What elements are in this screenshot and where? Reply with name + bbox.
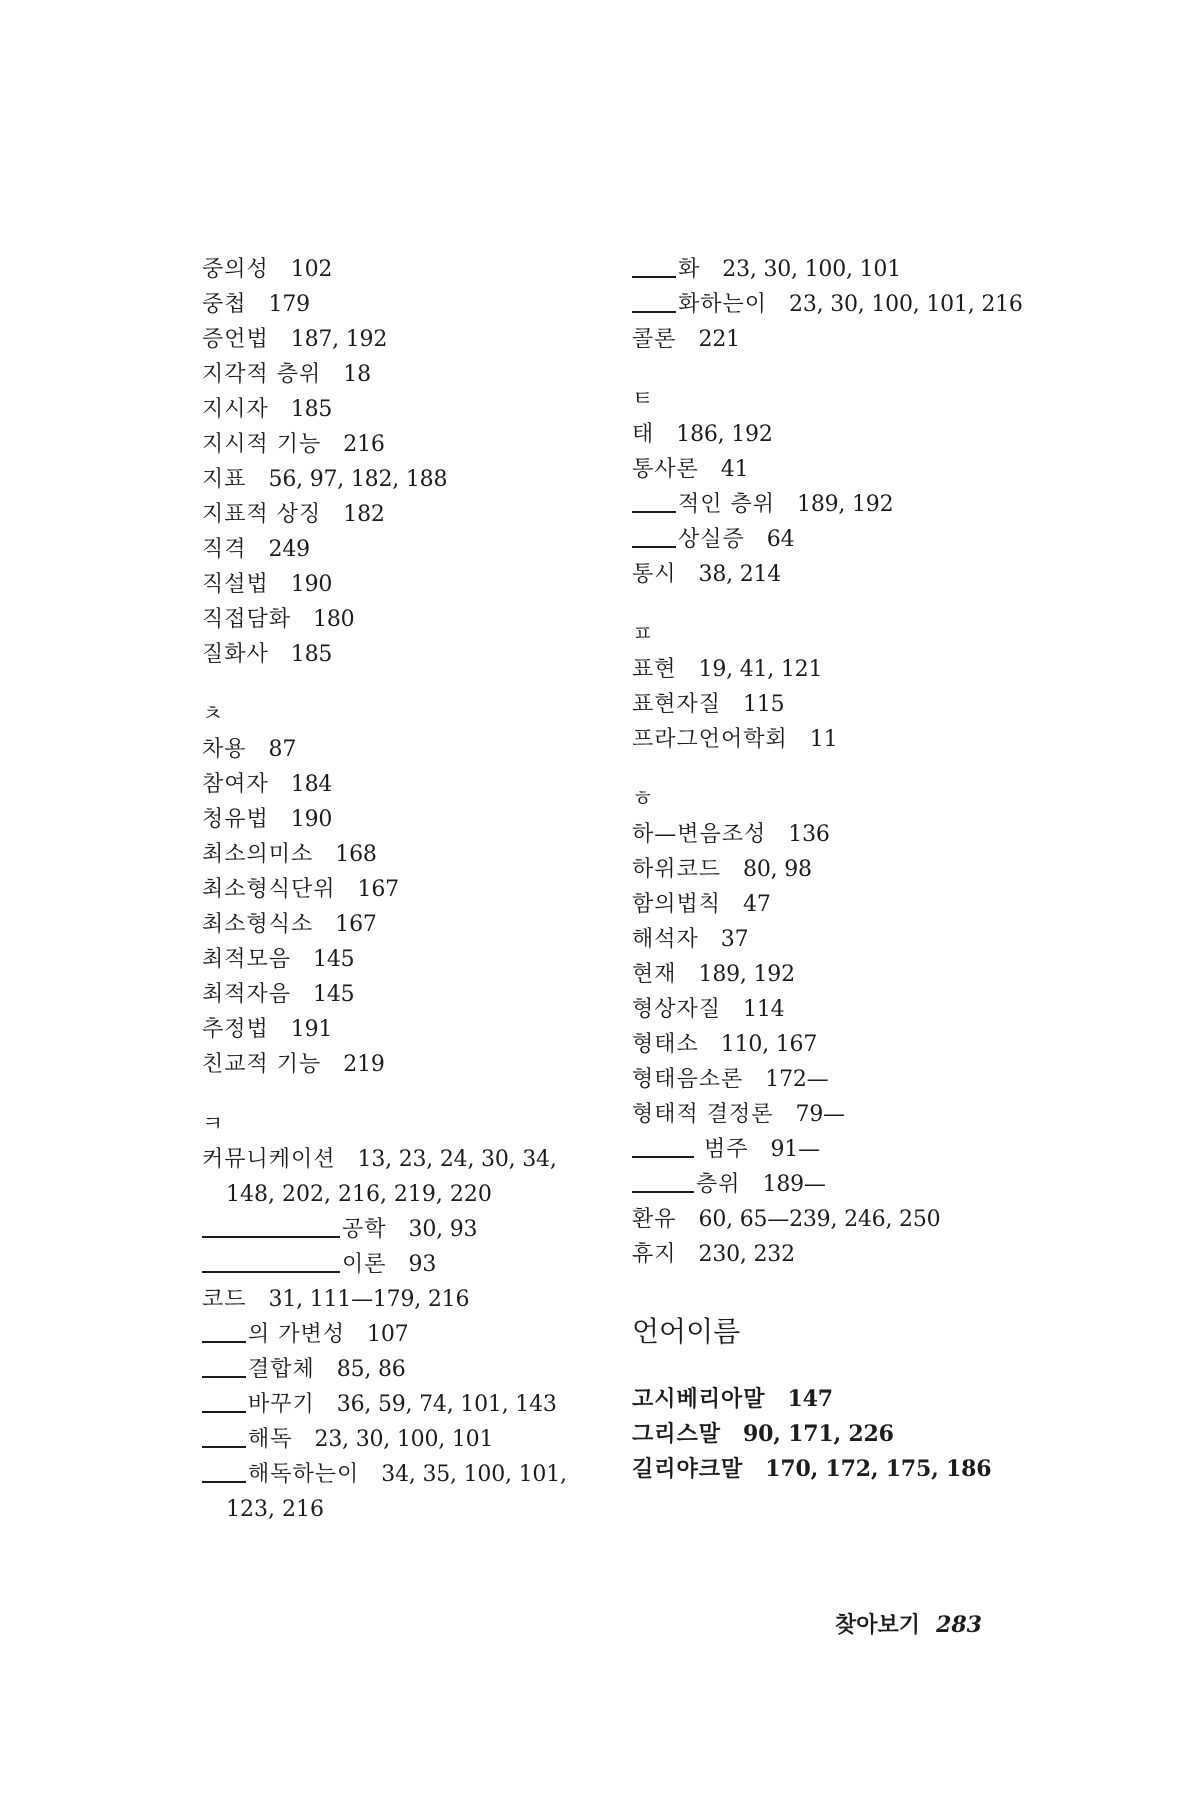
index-pages: 191 xyxy=(290,1017,333,1042)
index-section-heading: ㅋ xyxy=(202,1112,224,1137)
index-pages: 23, 30, 100, 101 xyxy=(722,257,901,282)
index-term: 그리스말 xyxy=(632,1421,722,1447)
index-entry xyxy=(632,1132,1032,1167)
index-entry xyxy=(202,567,592,602)
index-pages: 47 xyxy=(743,892,771,917)
index-term: 최소의미소 xyxy=(202,842,314,867)
index-term: 고시베리아말 xyxy=(632,1386,766,1412)
index-entry xyxy=(632,1097,1032,1132)
index-entry xyxy=(202,1387,592,1422)
repeat-dash xyxy=(632,545,676,548)
index-entry xyxy=(632,557,1032,592)
index-section-heading: ㅊ xyxy=(202,702,224,727)
index-term: 직접담화 xyxy=(202,607,292,632)
index-term: 직격 xyxy=(202,537,247,562)
index-pages: 110, 167 xyxy=(720,1032,818,1057)
index-pages: 18 xyxy=(343,362,371,387)
index-pages: 87 xyxy=(268,737,297,762)
index-pages: 115 xyxy=(743,692,785,717)
index-term: 형태음소론 xyxy=(632,1067,744,1092)
index-term: 공학 xyxy=(342,1217,387,1242)
index-pages: 60, 65—239, 246, 250 xyxy=(698,1207,941,1232)
index-entry xyxy=(632,1382,1032,1417)
index-entry xyxy=(202,872,592,907)
index-term: 질화사 xyxy=(202,642,269,667)
index-term: 현재 xyxy=(632,962,677,987)
index-entry xyxy=(202,907,592,942)
index-entry xyxy=(632,992,1032,1027)
index-pages: 41 xyxy=(720,457,749,482)
repeat-dash xyxy=(632,275,676,278)
index-entry xyxy=(632,417,1032,452)
index-term: 휴지 xyxy=(632,1242,677,1267)
index-entry xyxy=(202,1012,592,1047)
index-term: 화하는이 xyxy=(678,292,768,317)
index-entry xyxy=(632,957,1032,992)
repeat-dash xyxy=(632,1155,694,1158)
index-entry xyxy=(202,1047,592,1082)
index-pages: 167 xyxy=(357,877,399,902)
index-term: 중첩 xyxy=(202,292,247,317)
index-pages: 170, 172, 175, 186 xyxy=(765,1456,992,1482)
index-entry xyxy=(632,887,1032,922)
index-pages: 11 xyxy=(809,727,838,752)
index-term: 하위코드 xyxy=(632,857,722,882)
index-term: 지표 xyxy=(202,467,247,492)
index-pages: 187, 192 xyxy=(290,327,388,352)
index-pages: 185 xyxy=(290,397,333,422)
repeat-dash xyxy=(202,1445,246,1448)
index-term: 범주 xyxy=(696,1137,749,1162)
index-pages: 31, 111—179, 216 xyxy=(268,1287,470,1312)
index-entry xyxy=(632,722,1032,757)
index-term: 적인 층위 xyxy=(678,492,776,517)
index-entry xyxy=(202,322,592,357)
index-pages: 13, 23, 24, 30, 34, xyxy=(357,1147,557,1172)
index-pages: 168 xyxy=(335,842,377,867)
index-entry xyxy=(202,802,592,837)
index-term: 친교적 기능 xyxy=(202,1052,322,1077)
index-entry xyxy=(632,1062,1032,1097)
index-pages: 189— xyxy=(762,1172,826,1197)
index-term: 지각적 층위 xyxy=(202,362,322,387)
index-pages: 136 xyxy=(788,822,830,847)
index-pages: 91— xyxy=(770,1137,820,1162)
index-section-heading: ㅎ xyxy=(632,787,654,812)
index-term: 지시자 xyxy=(202,397,269,422)
index-entry xyxy=(202,532,592,567)
index-term: 층위 xyxy=(696,1172,741,1197)
footer-label: 찾아보기 xyxy=(835,1612,921,1638)
index-entry xyxy=(202,1317,592,1352)
index-pages: 219 xyxy=(343,1052,385,1077)
index-entry xyxy=(202,1212,592,1247)
repeat-dash xyxy=(202,1410,246,1413)
index-section-heading: ㅌ xyxy=(632,387,654,412)
index-entry xyxy=(632,487,1032,522)
index-term: 통시 xyxy=(632,562,677,587)
index-term: 청유법 xyxy=(202,807,269,832)
index-entry xyxy=(202,837,592,872)
index-pages: 23, 30, 100, 101 xyxy=(314,1427,494,1452)
index-pages: 186, 192 xyxy=(676,422,773,447)
index-pages: 190 xyxy=(290,807,333,832)
index-term: 지표적 상징 xyxy=(202,502,322,527)
index-term: 최적모음 xyxy=(202,947,292,972)
index-term: 통사론 xyxy=(632,457,699,482)
page-number: 283 xyxy=(936,1612,982,1638)
index-term: 최소형식단위 xyxy=(202,877,336,902)
index-pages: 30, 93 xyxy=(408,1217,478,1242)
index-entry xyxy=(202,977,592,1012)
index-pages: 23, 30, 100, 101, 216 xyxy=(789,292,1023,317)
index-term: 해독 xyxy=(248,1427,293,1452)
index-term: 환유 xyxy=(632,1207,677,1232)
index-pages: 38, 214 xyxy=(698,562,782,587)
index-pages: 249 xyxy=(268,537,310,562)
index-term: 지시적 기능 xyxy=(202,432,322,457)
index-pages: 19, 41, 121 xyxy=(698,657,823,682)
index-entry xyxy=(632,652,1032,687)
index-term: 해독하는이 xyxy=(248,1462,360,1487)
index-term: 형상자질 xyxy=(632,997,722,1022)
index-entry xyxy=(202,462,592,497)
index-pages: 102 xyxy=(290,257,333,282)
index-entry xyxy=(202,732,592,767)
index-entry xyxy=(632,1452,1032,1487)
index-entry xyxy=(202,942,592,977)
index-term: 결합체 xyxy=(248,1357,315,1382)
index-term: 최소형식소 xyxy=(202,912,314,937)
index-term: 중의성 xyxy=(202,257,269,282)
index-term: 이론 xyxy=(342,1252,387,1277)
index-section-heading: ㅍ xyxy=(632,622,654,647)
index-term: 해석자 xyxy=(632,927,699,952)
index-entry xyxy=(632,852,1032,887)
index-right-column xyxy=(632,252,1032,1487)
index-entry xyxy=(202,637,592,672)
index-entry xyxy=(202,1352,592,1387)
index-pages: 79— xyxy=(795,1102,845,1127)
index-entry xyxy=(202,767,592,802)
repeat-dash xyxy=(632,1190,694,1193)
index-entry xyxy=(202,1282,592,1317)
repeat-dash xyxy=(202,1235,340,1238)
index-pages: 56, 97, 182, 188 xyxy=(268,467,448,492)
index-term: 표현자질 xyxy=(632,692,722,717)
index-entry xyxy=(632,452,1032,487)
index-term: 커뮤니케이션 xyxy=(202,1147,336,1172)
index-pages: 185 xyxy=(290,642,333,667)
repeat-dash xyxy=(632,510,676,513)
index-term: 바꾸기 xyxy=(248,1392,315,1417)
index-entry xyxy=(632,1202,1032,1237)
index-pages: 85, 86 xyxy=(336,1357,406,1382)
index-term: 프라그언어학회 xyxy=(632,727,788,752)
index-term: 코드 xyxy=(202,1287,247,1312)
index-entry xyxy=(632,1417,1032,1452)
index-entry xyxy=(632,922,1032,957)
index-pages: 190 xyxy=(290,572,333,597)
index-entry xyxy=(632,322,1032,357)
index-pages: 179 xyxy=(268,292,310,317)
index-term: 표현 xyxy=(632,657,677,682)
index-pages: 64 xyxy=(766,527,795,552)
index-pages: 145 xyxy=(313,982,355,1007)
index-term: 하—변음조성 xyxy=(632,822,767,847)
index-pages: 107 xyxy=(367,1322,409,1347)
index-pages: 189, 192 xyxy=(698,962,795,987)
index-entry xyxy=(202,602,592,637)
index-term: 직설법 xyxy=(202,572,269,597)
index-term: 증언법 xyxy=(202,327,269,352)
index-entry xyxy=(202,252,592,287)
index-pages: 184 xyxy=(290,772,333,797)
index-term: 형태소 xyxy=(632,1032,699,1057)
index-entry xyxy=(632,1167,1032,1202)
index-pages: 145 xyxy=(313,947,355,972)
page-footer xyxy=(835,1608,982,1639)
index-entry xyxy=(632,287,1032,322)
index-entry xyxy=(202,392,592,427)
repeat-dash xyxy=(202,1270,340,1273)
index-term: 차용 xyxy=(202,737,247,762)
index-pages: 80, 98 xyxy=(743,857,812,882)
index-term: 길리야크말 xyxy=(632,1456,744,1482)
index-term: 콜론 xyxy=(632,327,677,352)
repeat-dash xyxy=(202,1375,246,1378)
index-pages: 221 xyxy=(698,327,740,352)
index-entry xyxy=(202,497,592,532)
index-term: 추정법 xyxy=(202,1017,269,1042)
index-term: 형태적 결정론 xyxy=(632,1102,774,1127)
index-pages: 216 xyxy=(343,432,385,457)
index-pages: 167 xyxy=(335,912,377,937)
index-pages-continued: 148, 202, 216, 219, 220 xyxy=(226,1182,492,1207)
index-pages: 114 xyxy=(743,997,785,1022)
index-entry xyxy=(202,1422,592,1457)
index-pages: 36, 59, 74, 101, 143 xyxy=(336,1392,557,1417)
index-entry xyxy=(202,1247,592,1282)
index-term: 함의법칙 xyxy=(632,892,722,917)
index-pages: 180 xyxy=(313,607,355,632)
index-entry xyxy=(202,1457,592,1492)
index-term: 태 xyxy=(632,422,655,447)
index-left-column xyxy=(202,252,592,1527)
index-entry xyxy=(202,287,592,322)
repeat-dash xyxy=(632,310,676,313)
index-entry xyxy=(632,522,1032,557)
index-pages: 37 xyxy=(720,927,749,952)
repeat-dash xyxy=(202,1480,246,1483)
repeat-dash xyxy=(202,1340,246,1343)
index-pages: 93 xyxy=(408,1252,437,1277)
index-entry xyxy=(632,1237,1032,1272)
index-pages: 182 xyxy=(343,502,385,527)
index-term: 참여자 xyxy=(202,772,269,797)
index-pages: 189, 192 xyxy=(797,492,894,517)
index-term: 의 가변성 xyxy=(248,1322,346,1347)
index-term: 최적자음 xyxy=(202,982,292,1007)
index-entry xyxy=(632,1027,1032,1062)
index-term: 화 xyxy=(678,257,701,282)
section-title: 언어이름 xyxy=(632,1315,741,1348)
index-pages: 230, 232 xyxy=(698,1242,795,1267)
index-term: 상실증 xyxy=(678,527,745,552)
index-pages: 90, 171, 226 xyxy=(743,1421,894,1447)
index-entry xyxy=(632,817,1032,852)
index-pages: 147 xyxy=(787,1386,833,1412)
index-pages: 34, 35, 100, 101, xyxy=(381,1462,567,1487)
index-pages-continued: 123, 216 xyxy=(226,1497,324,1522)
index-pages: 172— xyxy=(765,1067,829,1092)
index-entry xyxy=(202,357,592,392)
index-entry xyxy=(202,1142,592,1177)
index-entry xyxy=(632,687,1032,722)
index-entry xyxy=(202,427,592,462)
index-entry xyxy=(632,252,1032,287)
